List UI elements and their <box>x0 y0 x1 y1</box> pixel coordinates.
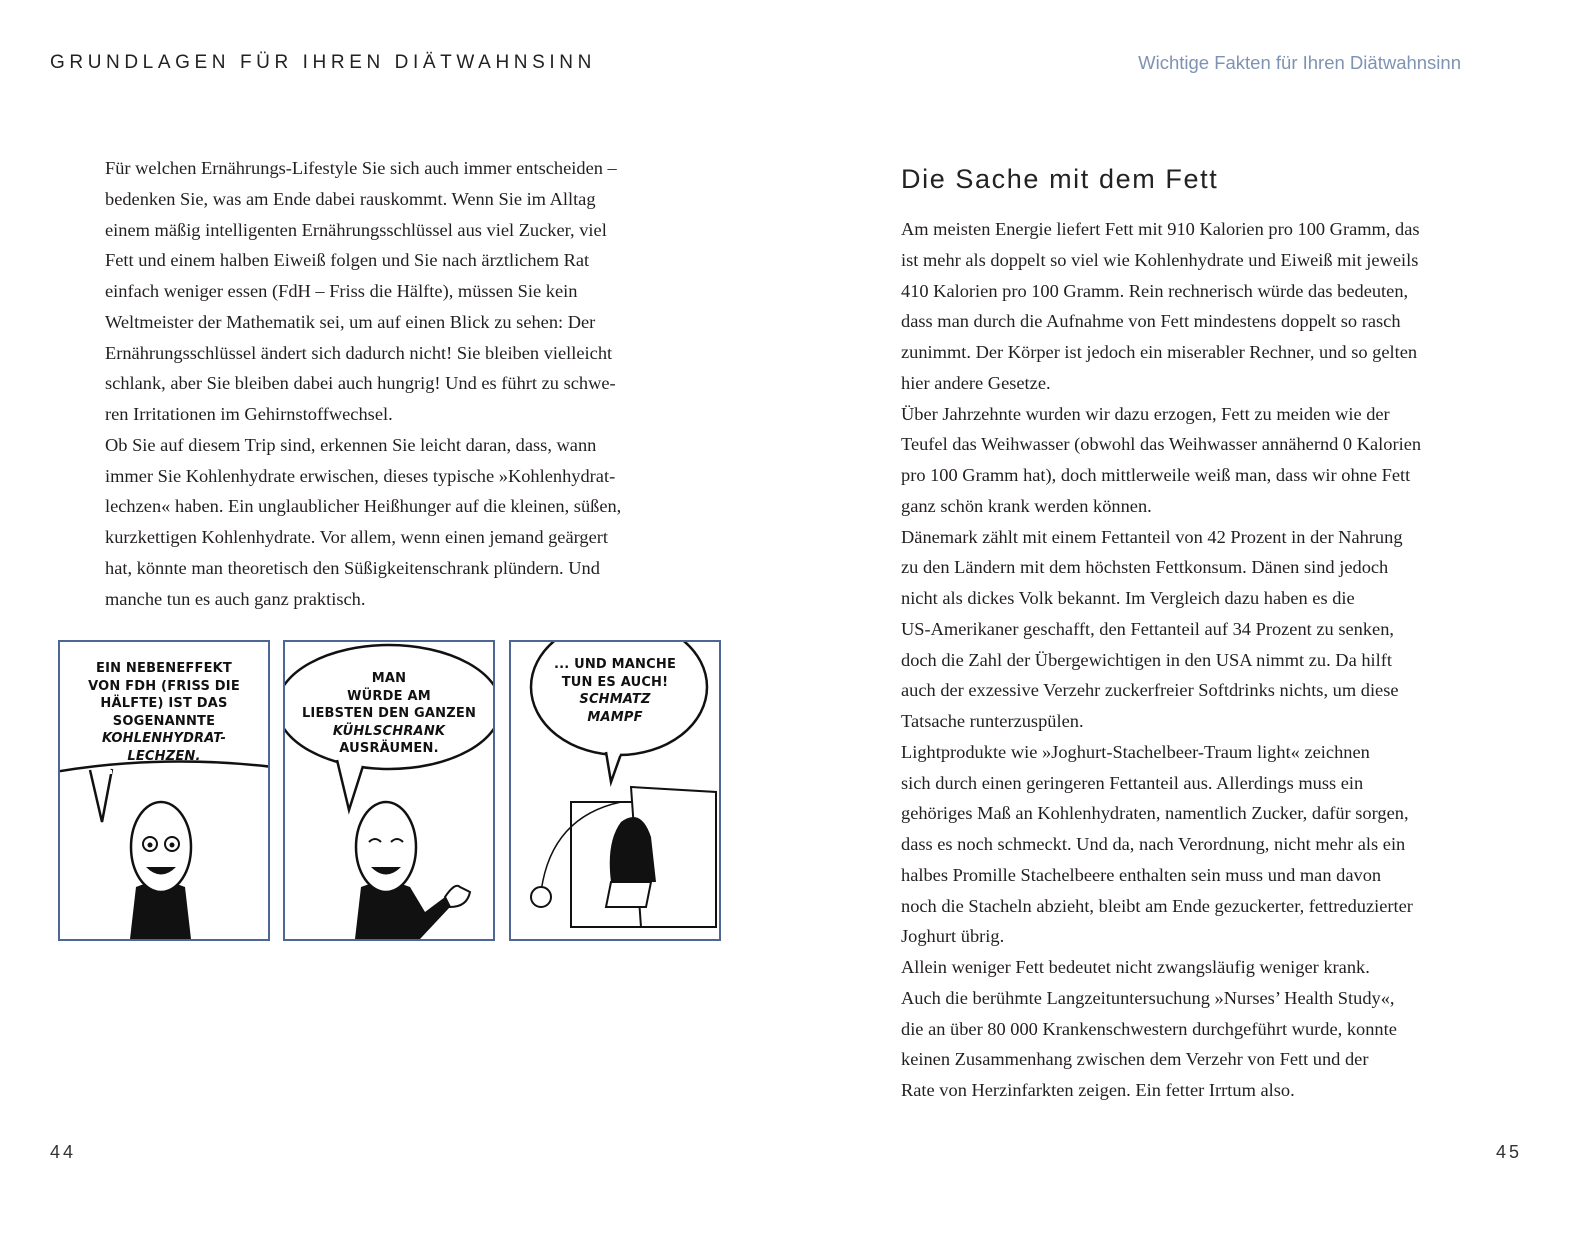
text-line: Für welchen Ernährungs-Lifestyle Sie sich auch immer entscheiden – <box>105 158 617 178</box>
text-line: Über Jahrzehnte wurden wir dazu erzogen, Fett zu meiden wie der <box>901 403 1390 424</box>
text-line: noch die Stacheln abzieht, bleibt am Ende gezuckerter, fettreduzierter <box>901 895 1413 916</box>
text-line: Am meisten Energie liefert Fett mit 910 Kalorien pro 100 Gramm, das <box>901 219 1420 239</box>
text-line: bedenken Sie, was am Ende dabei rauskommt. Wenn Sie im Alltag <box>105 188 596 209</box>
text-line: Joghurt übrig. <box>901 926 1005 947</box>
speech-bubble-3: ... UND MANCHE TUN ES AUCH! SCHMATZ MAMPF <box>553 657 677 725</box>
page-number-left: 44 <box>50 1142 77 1162</box>
text-line: Rate von Herzinfarkten zeigen. Ein fetter Irrtum also. <box>901 1080 1295 1100</box>
text-line: Auch die berühmte Langzeituntersuchung »Nurses’ Health Study«, <box>901 987 1395 1008</box>
speech-bubble-2: MAN WÜRDE AM LIEBSTEN DEN GANZEN KÜHLSCHRANK AUSRÄUMEN. <box>301 671 477 756</box>
text-line: gehöriges Maß an Kohlenhydraten, namentlich Zucker, dafür sorgen, <box>901 803 1409 824</box>
text-line: hat, könnte man theoretisch den Süßigkeitenschrank plündern. Und <box>105 557 600 578</box>
text-line: die an über 80 000 Krankenschwestern durchgeführt wurde, konnte <box>901 1018 1397 1039</box>
page-number-right: 45 <box>1495 1142 1522 1162</box>
text-line: ganz schön krank werden können. <box>901 495 1152 516</box>
text-line: nicht als dickes Volk bekannt. Im Vergleich dazu haben es die <box>901 588 1355 608</box>
running-head-right: Wichtige Fakten für Ihren Diätwahnsinn <box>1138 52 1461 73</box>
text-line: sich durch einen geringeren Fettanteil aus. Allerdings muss ein <box>901 772 1364 793</box>
text-line: immer Sie Kohlenhydrate erwischen, dieses typische »Kohlenhydrat- <box>105 465 616 486</box>
text-line: keinen Zusammenhang zwischen dem Verzehr von Fett und der <box>901 1049 1369 1070</box>
comic-panel-3 <box>509 640 721 941</box>
text-line: 410 Kalorien pro 100 Gramm. Rein rechnerisch würde das bedeuten, <box>901 280 1409 301</box>
text-line: einfach weniger essen (FdH – Friss die Hälfte), müssen Sie kein <box>105 281 578 301</box>
text-line: Teufel das Weihwasser (obwohl das Weihwasser annähernd 0 Kalorien <box>901 434 1422 455</box>
text-line: manche tun es auch ganz praktisch. <box>105 588 366 609</box>
text-line: Allein weniger Fett bedeutet nicht zwangsläufig weniger krank. <box>901 957 1370 977</box>
text-line: dass es noch schmeckt. Und da, nach Verordnung, nicht mehr als ein <box>901 834 1406 854</box>
comic-panel-2 <box>283 640 495 941</box>
text-line: Fett und einem halben Eiweiß folgen und Sie nach ärztlichem Rat <box>105 250 590 271</box>
section-headline: Die Sache mit dem Fett <box>901 164 1219 194</box>
text-line: Dänemark zählt mit einem Fettanteil von 42 Prozent in der Nahrung <box>901 526 1403 547</box>
comic-panel-1 <box>58 640 270 941</box>
right-body-text <box>901 214 1421 1106</box>
speech-bubble-1: EIN NEBENEFFEKT VON FDH (FRISS DIE HÄLFTE) IST DAS SOGENANNTE KOHLENHYDRAT- LECHZEN. <box>88 661 240 764</box>
text-line: ist mehr als doppelt so viel wie Kohlenhydrate und Eiweiß mit jeweils <box>901 249 1419 270</box>
text-line: zu den Ländern mit dem höchsten Fettkonsum. Dänen sind jedoch <box>901 557 1389 578</box>
text-line: US-Amerikaner geschafft, den Fettanteil auf 34 Prozent zu senken, <box>901 618 1394 639</box>
text-line: einem mäßig intelligenten Ernährungsschlüssel aus viel Zucker, viel <box>105 219 607 240</box>
text-line: doch die Zahl der Übergewichtigen in den USA nimmt zu. Da hilft <box>901 649 1392 670</box>
text-line: Tatsache runterzuspülen. <box>901 711 1084 731</box>
text-line: Ob Sie auf diesem Trip sind, erkennen Sie leicht daran, dass, wann <box>105 434 597 455</box>
text-line: lechzen« haben. Ein unglaublicher Heißhunger auf die kleinen, süßen, <box>105 496 622 517</box>
text-line: Weltmeister der Mathematik sei, um auf einen Blick zu sehen: Der <box>105 311 596 332</box>
text-line: ren Irritationen im Gehirnstoffwechsel. <box>105 404 393 424</box>
left-body-text <box>105 153 621 614</box>
text-line: auch der exzessive Verzehr zuckerfreier Softdrinks nichts, um diese <box>901 680 1399 701</box>
text-line: Lightprodukte wie »Joghurt-Stachelbeer-Traum light« zeichnen <box>901 741 1370 762</box>
text-line: pro 100 Gramm hat), doch mittlerweile weiß man, dass wir ohne Fett <box>901 465 1411 485</box>
text-line: halbes Promille Stachelbeere enthalten sein muss und man davon <box>901 864 1382 885</box>
text-line: hier andere Gesetze. <box>901 372 1051 393</box>
text-line: dass man durch die Aufnahme von Fett mindestens doppelt so rasch <box>901 311 1401 332</box>
text-line: Ernährungsschlüssel ändert sich dadurch nicht! Sie bleiben vielleicht <box>105 342 613 363</box>
text-line: schlank, aber Sie bleiben dabei auch hungrig! Und es führt zu schwe- <box>105 373 616 394</box>
text-line: kurzkettigen Kohlenhydrate. Vor allem, wenn einen jemand geärgert <box>105 527 609 547</box>
running-head-left: GRUNDLAGEN FÜR IHREN DIÄTWAHNSINN <box>50 52 596 73</box>
text-line: zunimmt. Der Körper ist jedoch ein miserabler Rechner, und so gelten <box>901 342 1418 362</box>
